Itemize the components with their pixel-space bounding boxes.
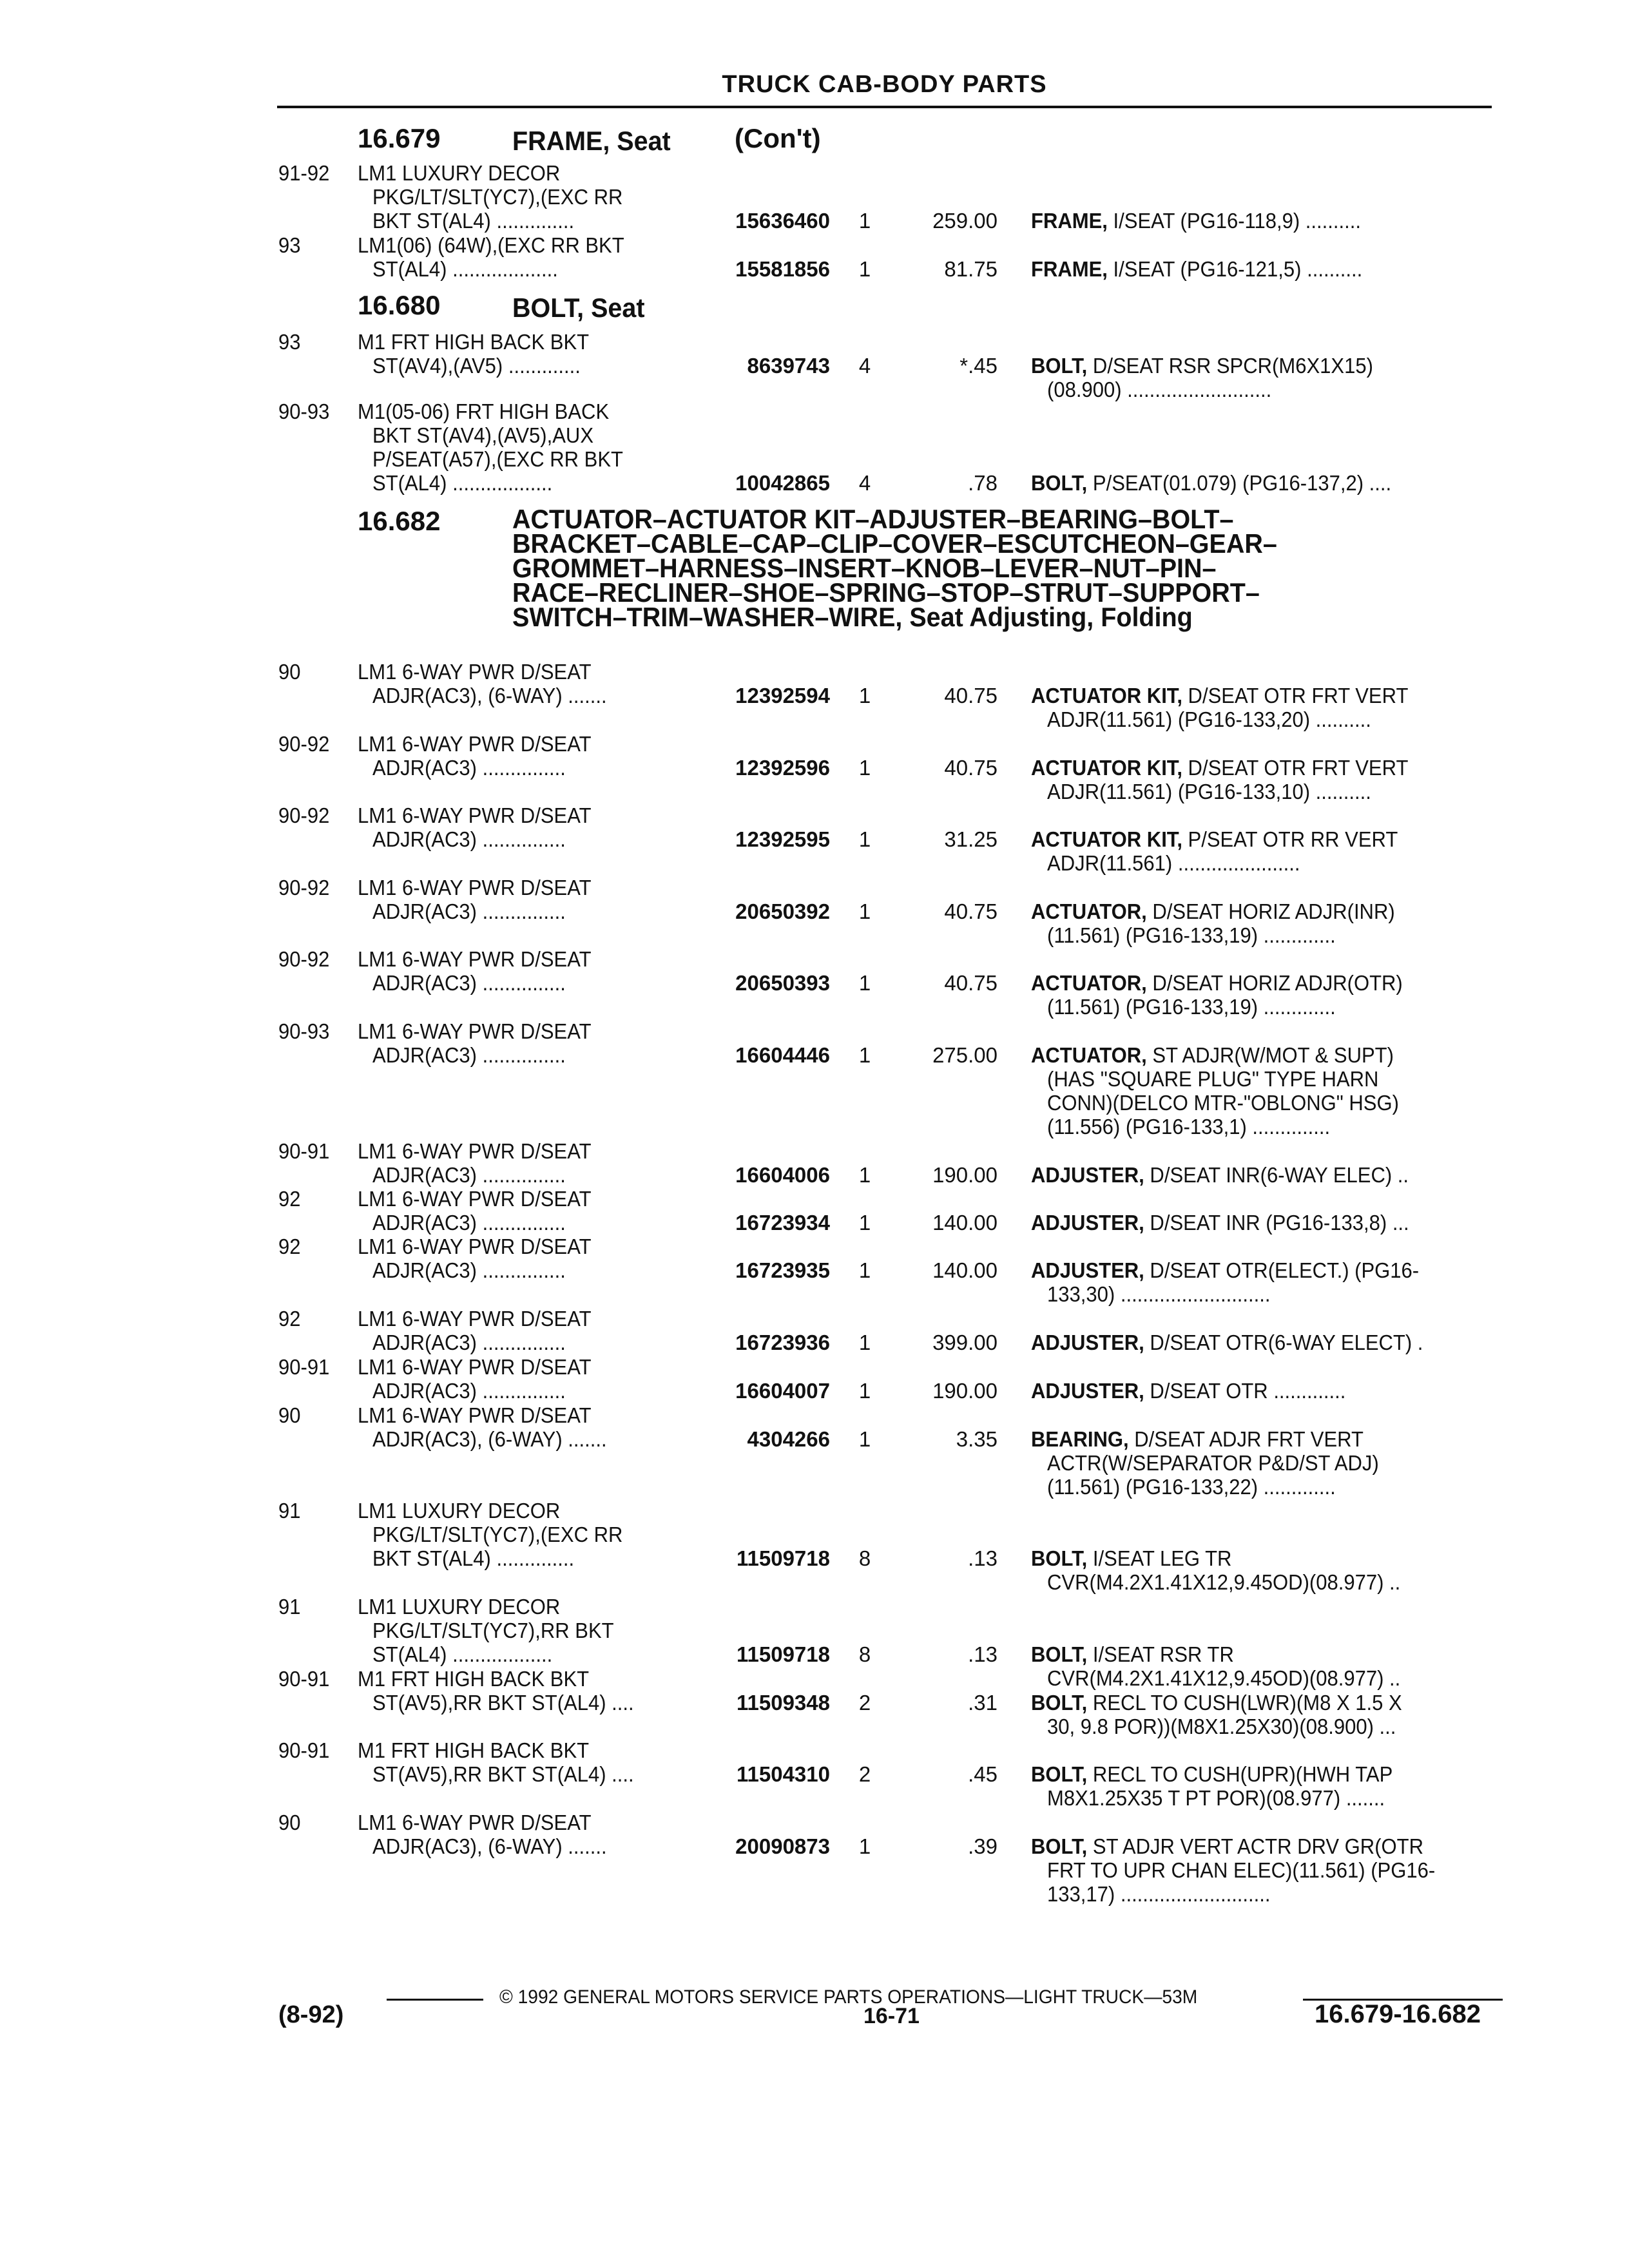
entry-quantity: 8 bbox=[858, 1642, 871, 1666]
entry-price: 259.00 bbox=[932, 209, 998, 233]
entry-part-number: 11509718 bbox=[736, 1642, 830, 1666]
entry-description-line: BKT ST(AL4) .............. bbox=[372, 1546, 575, 1570]
entry-part-number: 16604446 bbox=[735, 1043, 830, 1067]
entry-part-number: 16723934 bbox=[735, 1211, 830, 1235]
entry-price: 3.35 bbox=[956, 1427, 998, 1451]
section-range: 16.679-16.682 bbox=[1315, 2000, 1481, 2028]
entry-part-number: 16723935 bbox=[735, 1258, 830, 1282]
entry-description-line: LM1 6-WAY PWR D/SEAT bbox=[358, 1355, 592, 1379]
entry-quantity: 4 bbox=[858, 354, 871, 378]
entry-part-description-line: FRT TO UPR CHAN ELEC)(11.561) (PG16- bbox=[1047, 1858, 1436, 1882]
entry-years: 90 bbox=[278, 1403, 301, 1427]
entry-part-number: 10042865 bbox=[735, 471, 830, 495]
entry-price: 140.00 bbox=[932, 1258, 998, 1282]
entry-part-description-line: ADJR(11.561) (PG16-133,10) .......... bbox=[1047, 780, 1371, 803]
entry-years: 90-93 bbox=[278, 1019, 330, 1043]
entry-years: 90-92 bbox=[278, 947, 330, 971]
entry-years: 91 bbox=[278, 1499, 301, 1523]
entry-description-line: ST(AV5),RR BKT ST(AL4) .... bbox=[372, 1762, 634, 1786]
entry-price: 40.75 bbox=[944, 684, 998, 707]
entry-quantity: 1 bbox=[858, 756, 871, 780]
entry-description-line: ST(AV5),RR BKT ST(AL4) .... bbox=[372, 1691, 634, 1715]
entry-part-number: 11509348 bbox=[736, 1691, 830, 1715]
entry-description-line: LM1 6-WAY PWR D/SEAT bbox=[358, 1403, 592, 1427]
entry-description-line: PKG/LT/SLT(YC7),(EXC RR bbox=[372, 185, 623, 209]
entry-part-description-line: ACTUATOR KIT, P/SEAT OTR RR VERT bbox=[1031, 827, 1398, 851]
entry-part-description-line: M8X1.25X35 T PT POR)(08.977) ....... bbox=[1047, 1786, 1385, 1810]
entry-description-line: LM1 6-WAY PWR D/SEAT bbox=[358, 732, 592, 756]
entry-quantity: 1 bbox=[858, 1834, 871, 1858]
entry-years: 90-91 bbox=[278, 1139, 330, 1163]
page-title: TRUCK CAB-BODY PARTS bbox=[722, 71, 1047, 98]
group-name: FRAME, Seat bbox=[512, 126, 671, 156]
entry-part-description-line: ACTUATOR KIT, D/SEAT OTR FRT VERT bbox=[1031, 684, 1409, 707]
entry-description-line: LM1 6-WAY PWR D/SEAT bbox=[358, 803, 592, 827]
entry-description-line: LM1 6-WAY PWR D/SEAT bbox=[358, 947, 592, 971]
entry-part-number: 15636460 bbox=[735, 209, 830, 233]
group-name-line: RACE–RECLINER–SHOE–SPRING–STOP–STRUT–SUPPORT– bbox=[512, 577, 1260, 608]
entry-part-number: 12392594 bbox=[735, 684, 830, 707]
entry-part-description-line: ADJUSTER, D/SEAT INR (PG16-133,8) ... bbox=[1031, 1211, 1409, 1235]
entry-description-line: ADJR(AC3) ............... bbox=[372, 1331, 566, 1354]
entry-part-description-line: ADJUSTER, D/SEAT INR(6-WAY ELEC) .. bbox=[1031, 1163, 1409, 1187]
entry-quantity: 1 bbox=[858, 1163, 871, 1187]
entry-quantity: 2 bbox=[858, 1762, 871, 1786]
entry-price: *.45 bbox=[959, 354, 998, 378]
entry-years: 90 bbox=[278, 1811, 301, 1834]
entry-part-description-line: ADJR(11.561) ...................... bbox=[1047, 851, 1300, 875]
entry-quantity: 1 bbox=[858, 899, 871, 923]
entry-years: 91-92 bbox=[278, 161, 330, 185]
entry-price: 190.00 bbox=[932, 1379, 998, 1403]
entry-price: .31 bbox=[968, 1691, 998, 1715]
entry-years: 90-93 bbox=[278, 399, 330, 423]
entry-part-description-line: 133,30) ........................... bbox=[1047, 1282, 1271, 1306]
entry-part-description-line: ADJUSTER, D/SEAT OTR(ELECT.) (PG16- bbox=[1031, 1258, 1420, 1282]
entry-price: 31.25 bbox=[944, 827, 998, 851]
entry-description-line: M1 FRT HIGH BACK BKT bbox=[358, 330, 590, 354]
entry-description-line: LM1 6-WAY PWR D/SEAT bbox=[358, 876, 592, 899]
entry-price: 40.75 bbox=[944, 899, 998, 923]
entry-part-description-line: (11.556) (PG16-133,1) .............. bbox=[1047, 1115, 1331, 1139]
entry-description-line: BKT ST(AL4) .............. bbox=[372, 209, 575, 233]
entry-part-description-line: ACTR(W/SEPARATOR P&D/ST ADJ) bbox=[1047, 1451, 1379, 1475]
entry-part-description-line: (11.561) (PG16-133,22) ............. bbox=[1047, 1475, 1336, 1499]
entry-part-description-line: CONN)(DELCO MTR-"OBLONG" HSG) bbox=[1047, 1091, 1399, 1115]
entry-description-line: ADJR(AC3) ............... bbox=[372, 756, 566, 780]
entry-quantity: 1 bbox=[858, 1427, 871, 1451]
entry-part-number: 12392596 bbox=[735, 756, 830, 780]
entry-description-line: LM1 6-WAY PWR D/SEAT bbox=[358, 1019, 592, 1043]
entry-part-description-line: (08.900) .......................... bbox=[1047, 378, 1272, 401]
entry-description-line: LM1 6-WAY PWR D/SEAT bbox=[358, 1187, 592, 1211]
entry-description-line: ST(AV4),(AV5) ............. bbox=[372, 354, 581, 378]
entry-part-description-line: BOLT, D/SEAT RSR SPCR(M6X1X15) bbox=[1031, 354, 1373, 378]
entry-part-description-line: FRAME, I/SEAT (PG16-118,9) .......... bbox=[1031, 209, 1361, 233]
group-name-line: GROMMET–HARNESS–INSERT–KNOB–LEVER–NUT–PIN– bbox=[512, 553, 1217, 583]
entry-part-description-line: CVR(M4.2X1.41X12,9.45OD)(08.977) .. bbox=[1047, 1666, 1401, 1690]
entry-part-number: 12392595 bbox=[735, 827, 830, 851]
entry-price: .45 bbox=[968, 1762, 998, 1786]
entry-description-line: LM1 6-WAY PWR D/SEAT bbox=[358, 1139, 592, 1163]
entry-description-line: ADJR(AC3) ............... bbox=[372, 827, 566, 851]
entry-part-number: 4304266 bbox=[747, 1427, 830, 1451]
entry-price: .78 bbox=[968, 471, 998, 495]
entry-years: 90-92 bbox=[278, 876, 330, 899]
entry-part-description-line: ACTUATOR, D/SEAT HORIZ ADJR(OTR) bbox=[1031, 971, 1403, 995]
entry-years: 92 bbox=[278, 1307, 301, 1331]
entry-part-description-line: (11.561) (PG16-133,19) ............. bbox=[1047, 995, 1336, 1019]
entry-price: 140.00 bbox=[932, 1211, 998, 1235]
group-number: 16.682 bbox=[358, 506, 441, 536]
entry-description-line: PKG/LT/SLT(YC7),RR BKT bbox=[372, 1619, 614, 1642]
entry-description-line: ST(AL4) .................. bbox=[372, 1642, 553, 1666]
entry-part-description-line: BOLT, RECL TO CUSH(UPR)(HWH TAP bbox=[1031, 1762, 1393, 1786]
entry-part-number: 16604007 bbox=[735, 1379, 830, 1403]
entry-description-line: ADJR(AC3) ............... bbox=[372, 1211, 566, 1235]
entry-part-description-line: CVR(M4.2X1.41X12,9.45OD)(08.977) .. bbox=[1047, 1570, 1401, 1594]
entry-description-line: ADJR(AC3) ............... bbox=[372, 1379, 566, 1403]
group-name-line: BRACKET–CABLE–CAP–CLIP–COVER–ESCUTCHEON–GEAR– bbox=[512, 528, 1277, 559]
entry-part-description-line: ACTUATOR KIT, D/SEAT OTR FRT VERT bbox=[1031, 756, 1409, 780]
entry-part-number: 20650392 bbox=[735, 899, 830, 923]
entry-description-line: LM1 6-WAY PWR D/SEAT bbox=[358, 1307, 592, 1331]
entry-part-description-line: ACTUATOR, D/SEAT HORIZ ADJR(INR) bbox=[1031, 899, 1395, 923]
revision-date: (8-92) bbox=[278, 2001, 344, 2028]
entry-quantity: 1 bbox=[858, 209, 871, 233]
entry-years: 92 bbox=[278, 1187, 301, 1211]
entry-description-line: ST(AL4) ................... bbox=[372, 257, 558, 281]
entry-years: 90-92 bbox=[278, 803, 330, 827]
group-name-line: SWITCH–TRIM–WASHER–WIRE, Seat Adjusting, Folding bbox=[512, 602, 1193, 632]
entry-description-line: M1 FRT HIGH BACK BKT bbox=[358, 1667, 590, 1691]
entry-part-description-line: 30, 9.8 POR))(M8X1.25X30)(08.900) ... bbox=[1047, 1715, 1396, 1738]
entry-description-line: LM1 LUXURY DECOR bbox=[358, 161, 561, 185]
entry-part-description-line: BOLT, I/SEAT LEG TR bbox=[1031, 1546, 1232, 1570]
entry-quantity: 4 bbox=[858, 471, 871, 495]
entry-part-description-line: (11.561) (PG16-133,19) ............. bbox=[1047, 923, 1336, 947]
entry-quantity: 1 bbox=[858, 1379, 871, 1403]
entry-part-number: 20090873 bbox=[735, 1834, 830, 1858]
entry-price: .13 bbox=[968, 1546, 998, 1570]
entry-years: 90-91 bbox=[278, 1738, 330, 1762]
entry-description-line: ADJR(AC3), (6-WAY) ....... bbox=[372, 684, 607, 707]
entry-quantity: 2 bbox=[858, 1691, 871, 1715]
entry-part-number: 16604006 bbox=[735, 1163, 830, 1187]
entry-part-number: 8639743 bbox=[747, 354, 830, 378]
entry-price: .13 bbox=[968, 1642, 998, 1666]
entry-quantity: 1 bbox=[858, 827, 871, 851]
entry-part-description-line: BEARING, D/SEAT ADJR FRT VERT bbox=[1031, 1427, 1364, 1451]
entry-part-description-line: BOLT, P/SEAT(01.079) (PG16-137,2) .... bbox=[1031, 471, 1392, 495]
group-number: 16.679 bbox=[358, 123, 441, 153]
entry-part-number: 20650393 bbox=[735, 971, 830, 995]
entry-part-number: 11509718 bbox=[736, 1546, 830, 1570]
entry-years: 90-92 bbox=[278, 732, 330, 756]
entry-description-line: ADJR(AC3) ............... bbox=[372, 1043, 566, 1067]
entry-years: 92 bbox=[278, 1235, 301, 1258]
entry-part-number: 11504310 bbox=[736, 1762, 830, 1786]
entry-quantity: 1 bbox=[858, 1043, 871, 1067]
entry-part-description-line: ADJUSTER, D/SEAT OTR ............. bbox=[1031, 1379, 1346, 1403]
entry-part-description-line: FRAME, I/SEAT (PG16-121,5) .......... bbox=[1031, 257, 1363, 281]
entry-description-line: ADJR(AC3), (6-WAY) ....... bbox=[372, 1427, 607, 1451]
entry-description-line: ADJR(AC3) ............... bbox=[372, 971, 566, 995]
entry-quantity: 1 bbox=[858, 257, 871, 281]
entry-description-line: ADJR(AC3), (6-WAY) ....... bbox=[372, 1834, 607, 1858]
entry-description-line: LM1(06) (64W),(EXC RR BKT bbox=[358, 233, 624, 257]
entry-part-description-line: ADJR(11.561) (PG16-133,20) .......... bbox=[1047, 707, 1371, 731]
entry-description-line: PKG/LT/SLT(YC7),(EXC RR bbox=[372, 1523, 623, 1546]
entry-description-line: ADJR(AC3) ............... bbox=[372, 1163, 566, 1187]
entry-quantity: 1 bbox=[858, 1211, 871, 1235]
footer-rule-left bbox=[387, 1999, 483, 2001]
entry-description-line: BKT ST(AV4),(AV5),AUX bbox=[372, 423, 594, 447]
group-number: 16.680 bbox=[358, 290, 441, 320]
entry-years: 93 bbox=[278, 330, 301, 354]
entry-price: 40.75 bbox=[944, 756, 998, 780]
entry-price: 190.00 bbox=[932, 1163, 998, 1187]
entry-description-line: M1(05-06) FRT HIGH BACK bbox=[358, 399, 610, 423]
entry-description-line: LM1 6-WAY PWR D/SEAT bbox=[358, 660, 592, 684]
entry-part-description-line: ACTUATOR, ST ADJR(W/MOT & SUPT) bbox=[1031, 1043, 1394, 1067]
entry-price: 275.00 bbox=[932, 1043, 998, 1067]
entry-years: 90-91 bbox=[278, 1355, 330, 1379]
entry-quantity: 8 bbox=[858, 1546, 871, 1570]
entry-years: 93 bbox=[278, 233, 301, 257]
entry-quantity: 1 bbox=[858, 1258, 871, 1282]
entry-part-description-line: (HAS "SQUARE PLUG" TYPE HARN bbox=[1047, 1067, 1379, 1091]
entry-price: 40.75 bbox=[944, 971, 998, 995]
entry-years: 91 bbox=[278, 1595, 301, 1619]
entry-description-line: M1 FRT HIGH BACK BKT bbox=[358, 1738, 590, 1762]
entry-quantity: 1 bbox=[858, 1331, 871, 1354]
group-name-line: ACTUATOR–ACTUATOR KIT–ADJUSTER–BEARING–BOLT– bbox=[512, 504, 1234, 534]
entry-description-line: ST(AL4) .................. bbox=[372, 471, 553, 495]
entry-quantity: 1 bbox=[858, 684, 871, 707]
entry-description-line: LM1 LUXURY DECOR bbox=[358, 1499, 561, 1523]
entry-quantity: 1 bbox=[858, 971, 871, 995]
entry-part-description-line: ADJUSTER, D/SEAT OTR(6-WAY ELECT) . bbox=[1031, 1331, 1423, 1354]
entry-description-line: ADJR(AC3) ............... bbox=[372, 1258, 566, 1282]
entry-description-line: P/SEAT(A57),(EXC RR BKT bbox=[372, 447, 623, 471]
entry-part-description-line: BOLT, ST ADJR VERT ACTR DRV GR(OTR bbox=[1031, 1834, 1424, 1858]
entry-part-number: 15581856 bbox=[735, 257, 830, 281]
group-name: BOLT, Seat bbox=[512, 293, 645, 323]
entry-description-line: LM1 LUXURY DECOR bbox=[358, 1595, 561, 1619]
entry-price: 399.00 bbox=[932, 1331, 998, 1354]
entry-description-line: LM1 6-WAY PWR D/SEAT bbox=[358, 1811, 592, 1834]
entry-part-number: 16723936 bbox=[735, 1331, 830, 1354]
entry-description-line: LM1 6-WAY PWR D/SEAT bbox=[358, 1235, 592, 1258]
entry-price: .39 bbox=[968, 1834, 998, 1858]
entry-description-line: ADJR(AC3) ............... bbox=[372, 899, 566, 923]
group-continued: (Con't) bbox=[735, 123, 821, 153]
copyright-line: © 1992 GENERAL MOTORS SERVICE PARTS OPERATIONS—LIGHT TRUCK—53M bbox=[499, 1986, 1198, 2008]
entry-years: 90-91 bbox=[278, 1667, 330, 1691]
entry-price: 81.75 bbox=[944, 257, 998, 281]
entry-years: 90 bbox=[278, 660, 301, 684]
page-header bbox=[277, 70, 1492, 108]
page-number: 16-71 bbox=[863, 2004, 920, 2028]
entry-part-description-line: BOLT, RECL TO CUSH(LWR)(M8 X 1.5 X bbox=[1031, 1691, 1402, 1715]
entry-part-description-line: 133,17) ........................... bbox=[1047, 1882, 1271, 1906]
entry-part-description-line: BOLT, I/SEAT RSR TR bbox=[1031, 1642, 1234, 1666]
